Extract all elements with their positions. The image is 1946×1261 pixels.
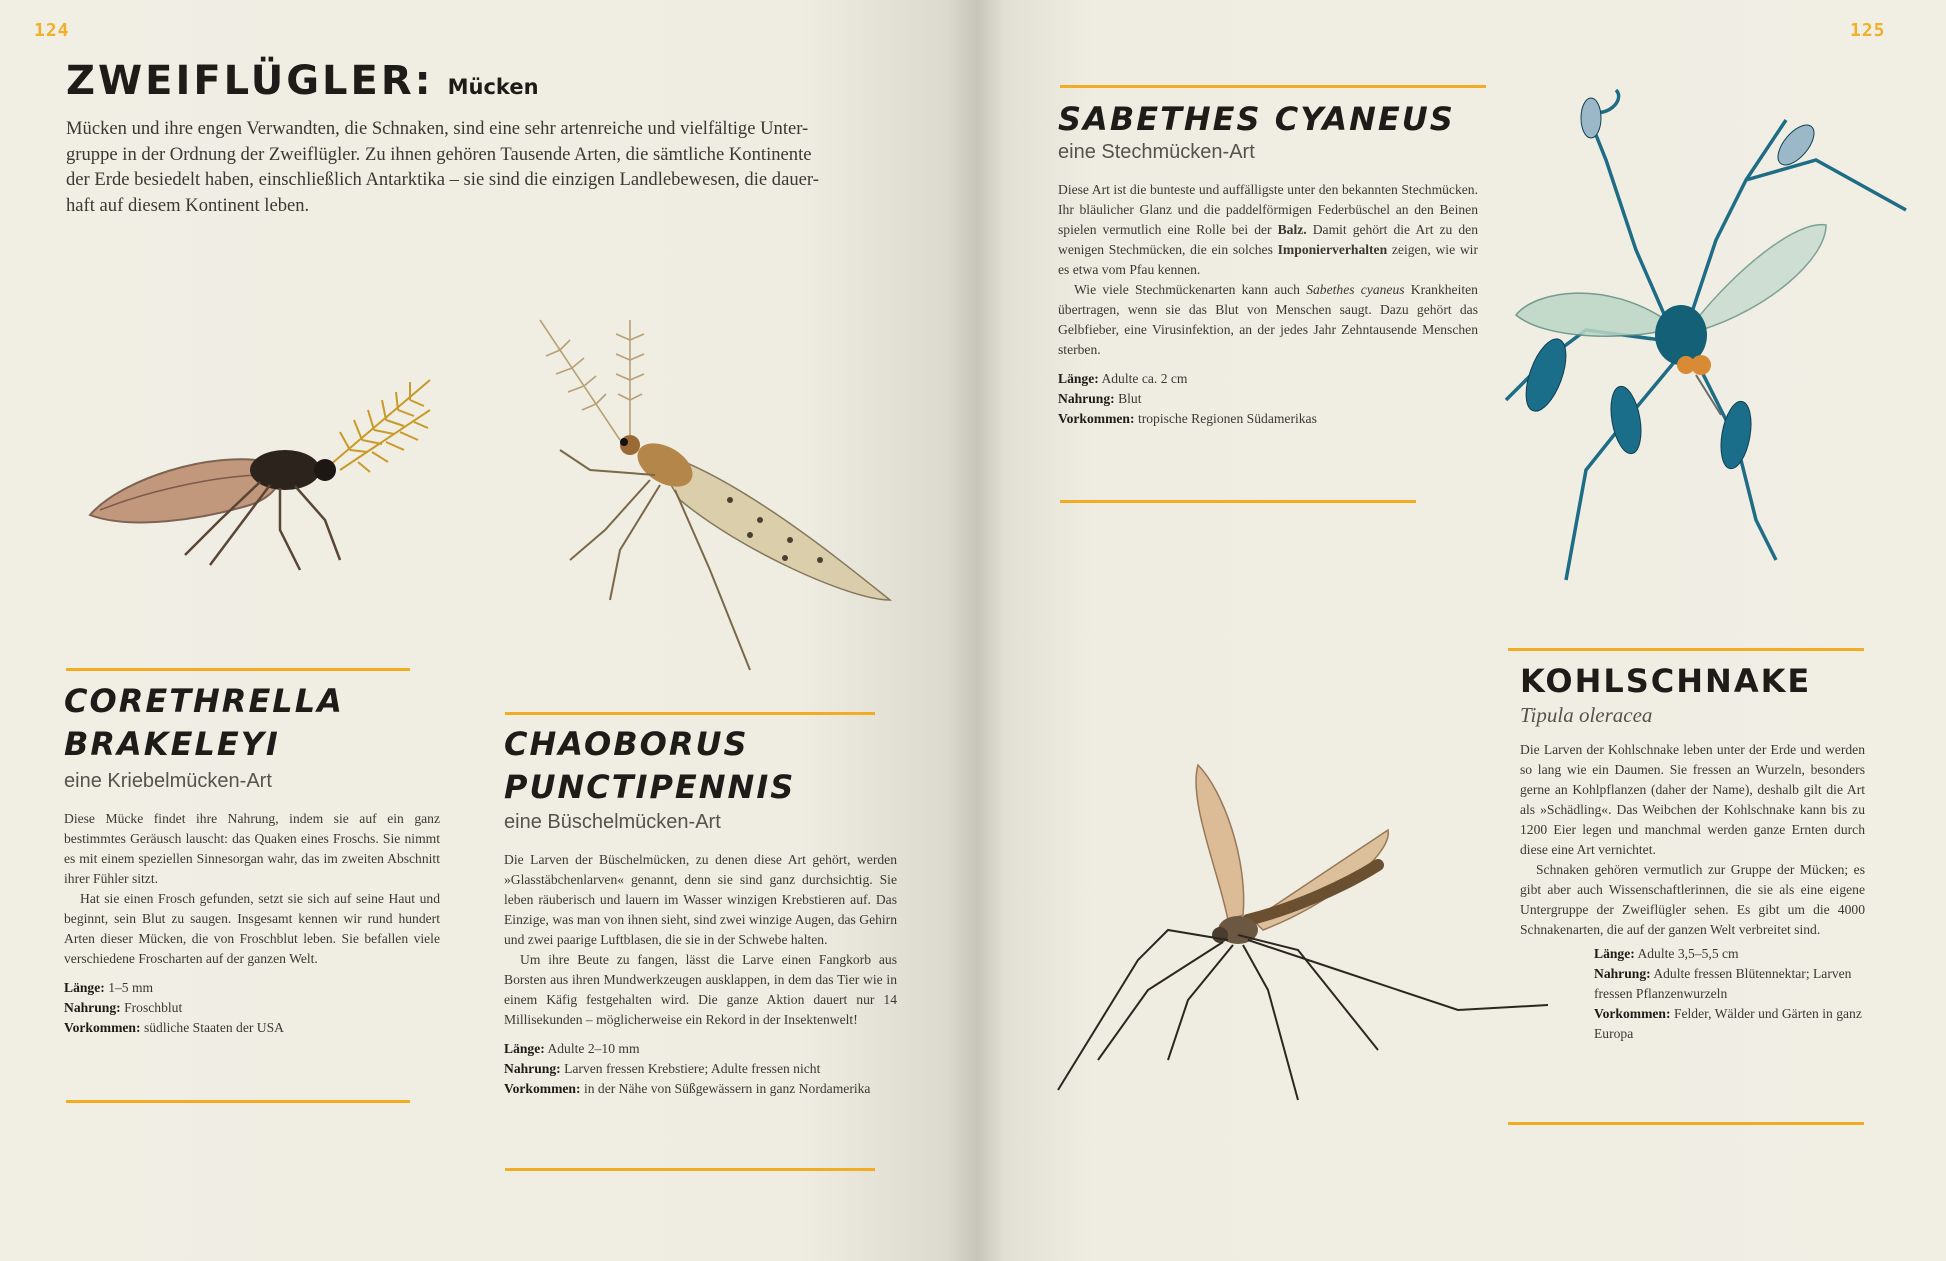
text-run: Wie viele Stechmückenarten kann auch [1074, 282, 1307, 297]
page-number-left: 124 [34, 20, 70, 41]
fact-label: Vorkommen: [504, 1081, 581, 1096]
species-subtitle: Tipula oleracea [1520, 703, 1653, 727]
antenna-plumes [540, 320, 644, 440]
intro-text [66, 116, 896, 218]
divider-rule [1060, 500, 1416, 503]
species-block-corethrella [64, 680, 444, 1038]
abdomen [1248, 865, 1378, 920]
fact-label: Länge: [1058, 371, 1099, 386]
fact-label: Vorkommen: [64, 1020, 141, 1035]
intro-line: gruppe in der Ordnung der Zweiflügler. Zu ihnen gehören Tausende Arten, die sämtliche Kontinente [66, 143, 812, 165]
species-facts [64, 978, 444, 1038]
species-subtitle: eine Kriebelmücken-Art [64, 770, 272, 792]
paragraph [1058, 280, 1478, 360]
fact-label: Länge: [64, 980, 105, 995]
fact-value: Blut [1118, 391, 1142, 406]
fact-value: tropische Regionen Südamerikas [1137, 411, 1317, 426]
bold-term: Balz. [1277, 222, 1307, 237]
paragraph [1058, 180, 1478, 280]
fact-value: 1–5 mm [108, 980, 154, 995]
species-name-line: CHAOBORUS [504, 725, 749, 763]
wing [1196, 765, 1244, 920]
paragraph: Die Larven der Kohlschnake leben unter der Erde und werden so lang wie ein Daumen. Sie fressen an Wurzeln, besonders gerne an Kohlpflanzen (daher der Name), deshalb gilt die Art als »Schädling«. Das Weibchen der Kohlschnake kann bis zu 1200 Eier legen und manchmal werden ganze Ernten durch diese eine Art vernichtet. [1520, 742, 1865, 857]
species-description [1058, 180, 1478, 360]
corethrella-illustration [80, 370, 440, 585]
divider-rule [1508, 1122, 1864, 1125]
species-name [504, 723, 900, 809]
fact-value: Adulte 2–10 mm [547, 1041, 640, 1056]
fact-label: Nahrung: [1594, 966, 1651, 981]
italic-term: Sabethes cyaneus [1306, 282, 1405, 297]
species-facts [1058, 369, 1478, 429]
fact-label: Nahrung: [64, 1000, 121, 1015]
kohlschnake-illustration [1038, 760, 1558, 1100]
chaoborus-illustration [510, 300, 905, 680]
fact-value: südliche Staaten der USA [143, 1020, 284, 1035]
divider-rule [505, 1168, 875, 1171]
divider-rule [1060, 85, 1486, 88]
page-number-right: 125 [1850, 20, 1886, 41]
species-description [1520, 740, 1865, 940]
fact-label: Länge: [504, 1041, 545, 1056]
right-page [976, 0, 1946, 1261]
fact-value: Adulte fressen Blütennektar; Larven fressen Pflanzenwurzeln [1594, 966, 1852, 1001]
paragraph: Schnaken gehören vermutlich zur Gruppe der Mücken; es gibt aber auch Wissenschaftlerinnen, die sie als eine eigene Untergruppe der Zweiflügler sehen. Es gibt um die 4000 Schnakenarten, die auf der ganzen Welt verbreitet sind. [1520, 862, 1865, 937]
species-name-line: CORETHRELLA [64, 682, 344, 720]
species-description [64, 809, 440, 969]
intro-line: der Erde besiedelt haben, einschließlich Antarktika – sie sind die einzigen Landlebewesen, die dauer- [66, 169, 819, 190]
paragraph: Um ihre Beute zu fangen, lässt die Larve einen Fangkorb aus Borsten aus ihren Mundwerkzeugen ausklappen, in dem das Tier wie in einem Käfig festgehalten wird. Die ganze Aktion dauert nur 14 Millisekunden – möglicherweise ein Rekord in der Insektenwelt! [504, 952, 897, 1027]
species-name-line: PUNCTIPENNIS [504, 768, 796, 806]
species-name: KOHLSCHNAKE [1520, 662, 1812, 700]
species-name [64, 680, 444, 766]
species-block-sabethes [1058, 98, 1478, 429]
species-block-kohlschnake [1520, 660, 1865, 1044]
species-subtitle: eine Büschelmücken-Art [504, 811, 721, 833]
species-subtitle: eine Stechmücken-Art [1058, 141, 1255, 163]
paragraph: Die Larven der Büschelmücken, zu denen diese Art gehört, werden »Glasstäbchenlarven« genannt, denn sie sind ganz durchsichtig. Sie leben räuberisch und lauern im Wasser winzigen Krebstieren auf. Das Einzige, was man von ihnen sieht, sind zwei winzige Augen, das Gehirn und zwei paarige Luftblasen, die sie in der Schwebe halten. [504, 852, 897, 947]
text-run: Diese Art ist die bunteste und auffälligste unter den bekannten Stechmücken. Ihr bläulicher Glanz und die paddelförmigen Federbüschel an den Beinen spielen vermutlich eine Rolle bei der [1058, 182, 1478, 237]
head [314, 459, 336, 481]
divider-rule [66, 1100, 410, 1103]
divider-rule [66, 668, 410, 671]
fact-label: Vorkommen: [1594, 1006, 1671, 1021]
species-facts [1594, 944, 1866, 1044]
fact-value: in der Nähe von Süßgewässern in ganz Nordamerika [583, 1081, 871, 1096]
text-run: Krankheiten übertragen, wenn sie das Blut von Menschen saugt. Dazu gehört das Gelbfieber, eine Virusinfektion, an der jedes Jahr Zehntausende Menschen sterben. [1058, 282, 1478, 357]
fact-value: Larven fressen Krebstiere; Adulte fressen nicht [564, 1061, 821, 1076]
bold-term: Imponierverhalten [1277, 242, 1388, 257]
antenna-plumes [330, 380, 430, 472]
fact-value: Adulte 3,5–5,5 cm [1637, 946, 1739, 961]
species-name-line: BRAKELEYI [64, 725, 280, 763]
intro-line: Mücken und ihre engen Verwandten, die Schnaken, sind eine sehr artenreiche und vielfältige Unter- [66, 118, 809, 139]
legs [1058, 930, 1548, 1100]
intro-line: haft auf diesem Kontinent leben. [66, 194, 310, 216]
paragraph: Diese Mücke findet ihre Nahrung, indem sie auf ein ganz bestimmtes Geräusch lauscht: das Quaken eines Froschs. Sie nimmt es mit einem speziellen Sinnesorgan wahr, das im zweiten Abschnitt ihrer Fühler sitzt. [64, 811, 440, 886]
species-name: SABETHES CYANEUS [1058, 100, 1455, 138]
text-run: zeigen, wie wir es etwa vom Pfau kennen. [1058, 242, 1478, 277]
fact-label: Nahrung: [1058, 391, 1115, 406]
fact-value: Adulte ca. 2 cm [1101, 371, 1188, 386]
divider-rule [505, 712, 875, 715]
fact-value: Felder, Wälder und Gärten in ganz Europa [1594, 1006, 1862, 1041]
fact-label: Länge: [1594, 946, 1635, 961]
wing [1516, 293, 1666, 336]
page-subtitle: Mücken [447, 75, 539, 99]
species-block-chaoborus [504, 723, 900, 1099]
divider-rule [1508, 648, 1864, 651]
thorax [250, 450, 320, 490]
fact-label: Nahrung: [504, 1061, 561, 1076]
sabethes-illustration [1486, 100, 1906, 580]
text-run: Damit gehört die Art zu den wenigen Stechmücken, die ein solches [1058, 222, 1478, 257]
paragraph: Hat sie einen Frosch gefunden, setzt sie sich auf seine Haut und beginnt, sein Blut zu saugen. Insgesamt kennen wir rund hundert Arten dieser Mücken, die von Froschblut leben. Sie befallen viele verschiedene Froscharten auf der ganzen Welt. [64, 891, 440, 966]
page-title: ZWEIFLÜGLER: [66, 58, 434, 104]
fact-value: Froschblut [124, 1000, 183, 1015]
fact-label: Vorkommen: [1058, 411, 1135, 426]
species-description [504, 850, 897, 1030]
page-header [66, 58, 539, 104]
species-facts [504, 1039, 900, 1099]
